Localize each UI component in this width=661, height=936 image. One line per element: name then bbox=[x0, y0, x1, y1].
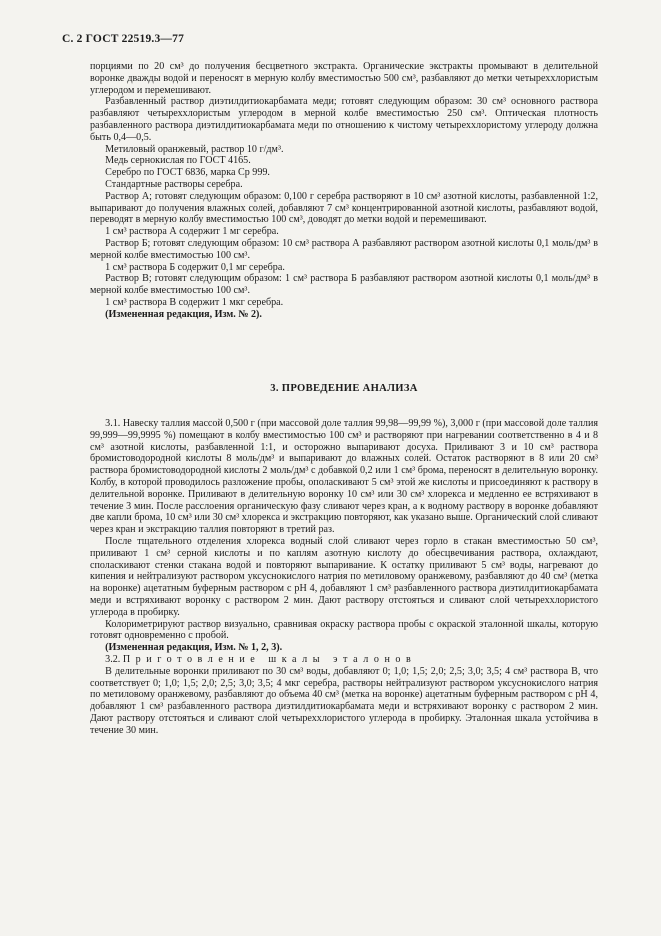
subsection-title: Приготовление шкалы эталонов bbox=[122, 653, 417, 665]
paragraph: Колориметрируют раствор визуально, сравнивая окраску раствора пробы с окраской эталонной шкалы, которую готовят одновременно с пробой. bbox=[90, 618, 598, 642]
reagents-section bbox=[90, 61, 598, 321]
paragraph: Метиловый оранжевый, раствор 10 г/дм³. bbox=[105, 143, 284, 155]
amendment-note: (Измененная редакция, Изм. № 1, 2, 3). bbox=[105, 642, 283, 654]
section-title: 3. ПРОВЕДЕНИЕ АНАЛИЗА bbox=[270, 383, 418, 394]
paragraph: Раствор А; готовят следующим образом: 0,100 г серебра растворяют в 10 см³ азотной кислоты, разбавленной 1:2, выпаривают до получения влажных солей, добавляют 7 см³ концентрированной азотной кислоты, разбавляют водой, переводят в мерную колбу вместимостью 100 см³, доводят до метки водой и перемешивают. bbox=[90, 190, 598, 226]
paragraph: Серебро по ГОСТ 6836, марка Ср 999. bbox=[105, 167, 270, 179]
paragraph: Стандартные растворы серебра. bbox=[105, 178, 243, 190]
paragraph: Раствор В; готовят следующим образом: 1 см³ раствора Б разбавляют раствором азотной кислоты 0,1 моль/дм³ в мерной колбе вместимостью 100 см³. bbox=[90, 273, 598, 297]
analysis-section bbox=[90, 418, 598, 737]
paragraph: 1 см³ раствора Б содержит 0,1 мг серебра. bbox=[105, 261, 285, 273]
running-head: С. 2 ГОСТ 22519.3—77 bbox=[62, 33, 185, 45]
paragraph: Медь сернокислая по ГОСТ 4165. bbox=[105, 155, 251, 167]
paragraph: После тщательного отделения хлорекса водный слой сливают через горло в стакан вместимостью 50 см³, приливают 1 см³ серной кислоты и по каплям азотную кислоту до обесцвечивания раствора, охлаждают, споласкивают стенки стакана водой и повторяют выпаривание. К остатку приливают 5 см³ воды, нагревают до кипения и нейтрализуют раствором уксуснокислого натрия по метиловому оранжевому, разбавляют до 40 см³ (метка на воронке) ацетатным буферным раствором с рН 4, добавляют 1 см³ разбавленного раствора диэтилдитиокарбамата меди и встряхивают воронку с раствором 2 мин. Дают раствору отстояться и сливают слой четыреххлористого углерода в пробирку. bbox=[90, 535, 598, 618]
paragraph: порциями по 20 см³ до получения бесцветного экстракта. Органические экстракты промывают в делительной воронке дважды водой и переносят в мерную колбу вместимостью 500 см³, разбавляют до метки четыреххлористым углеродом и перемешивают. bbox=[90, 61, 598, 96]
subsection-number: 3.2. bbox=[105, 653, 121, 665]
paragraph: 1 см³ раствора А содержит 1 мг серебра. bbox=[105, 226, 279, 238]
paragraph: 1 см³ раствора В содержит 1 мкг серебра. bbox=[105, 296, 284, 308]
paragraph: Раствор Б; готовят следующим образом: 10 см³ раствора А разбавляют раствором азотной кислоты 0,1 моль/дм³ в мерной колбе вместимостью 100 см³. bbox=[90, 237, 598, 261]
paragraph: Разбавленный раствор диэтилдитиокарбамата меди; готовят следующим образом: 30 см³ основного раствора разбавляют четыреххлористым углеродом в мерной колбе вместимостью 250 см³. Оптическая плотность разбавленного раствора диэтилдитиокарбамата меди по отношению к чистому четыреххлористому углероду должна быть 0,4—0,5. bbox=[90, 96, 598, 143]
paragraph: В делительные воронки приливают по 30 см³ воды, добавляют 0; 1,0; 1,5; 2,0; 2,5; 3,0; 3,5; 4 см³ раствора В, что соответствует 0; 1,0; 1,5; 2,0; 2,5; 3,0; 3,5; 4 мкг серебра, растворы нейтрализуют раствором уксуснокислого натрия по метиловому оранжевому, разбавляют до объема 40 см³ (метка на воронке) ацетатным буферным раствором с рН 4, добавляют 1 см³ разбавленного раствора диэтилдитиокарбамата меди и встряхивают воронку с раствором 2 мин. Дают раствору отстояться и сливают слой четыреххлористого углерода в пробирку. Эталонная шкала устойчива в течение 30 мин. bbox=[90, 665, 598, 736]
paragraph: 3.1. Навеску таллия массой 0,500 г (при массовой доле таллия 99,98—99,99 %), 3,000 г (при массовой доле таллия 99,999—99,9995 %) помещают в колбу вместимостью 100 см³ и растворяют при нагревании соответственно в 4 и 8 см³ азотной кислоты, разбавленной 1:1, и осторожно выпаривают досуха. Приливают 3 и 10 см³ раствора бромистоводородной кислоты 8 моль/дм³ и выпаривают до влажных солей. Остаток растворяют в 8 или 20 см³ раствора бромистоводородной кислоты 2 моль/дм³ с добавкой 0,2 или 1 см³ брома, переносят в делительную воронку. Колбу, в которой проводилось разложение пробы, ополаскивают 5 см³ этой же кислоты и присоединяют к раствору в делительной воронке. Приливают в делительную воронку 10 см³ или 30 см³ хлорекса и медленно ее встряхивают в течение 3 мин. После расслоения органическую фазу сливают через кран, а к водному раствору в воронке добавляют две капли брома, 10 см³ или 30 см³ хлорекса и экстракцию повторяют, как указано выше. Органический слой сливают через кран и экстракцию таллия повторяют в третий раз. bbox=[90, 418, 598, 536]
amendment-note: (Измененная редакция, Изм. № 2). bbox=[105, 308, 262, 320]
subsection-heading bbox=[90, 654, 598, 666]
